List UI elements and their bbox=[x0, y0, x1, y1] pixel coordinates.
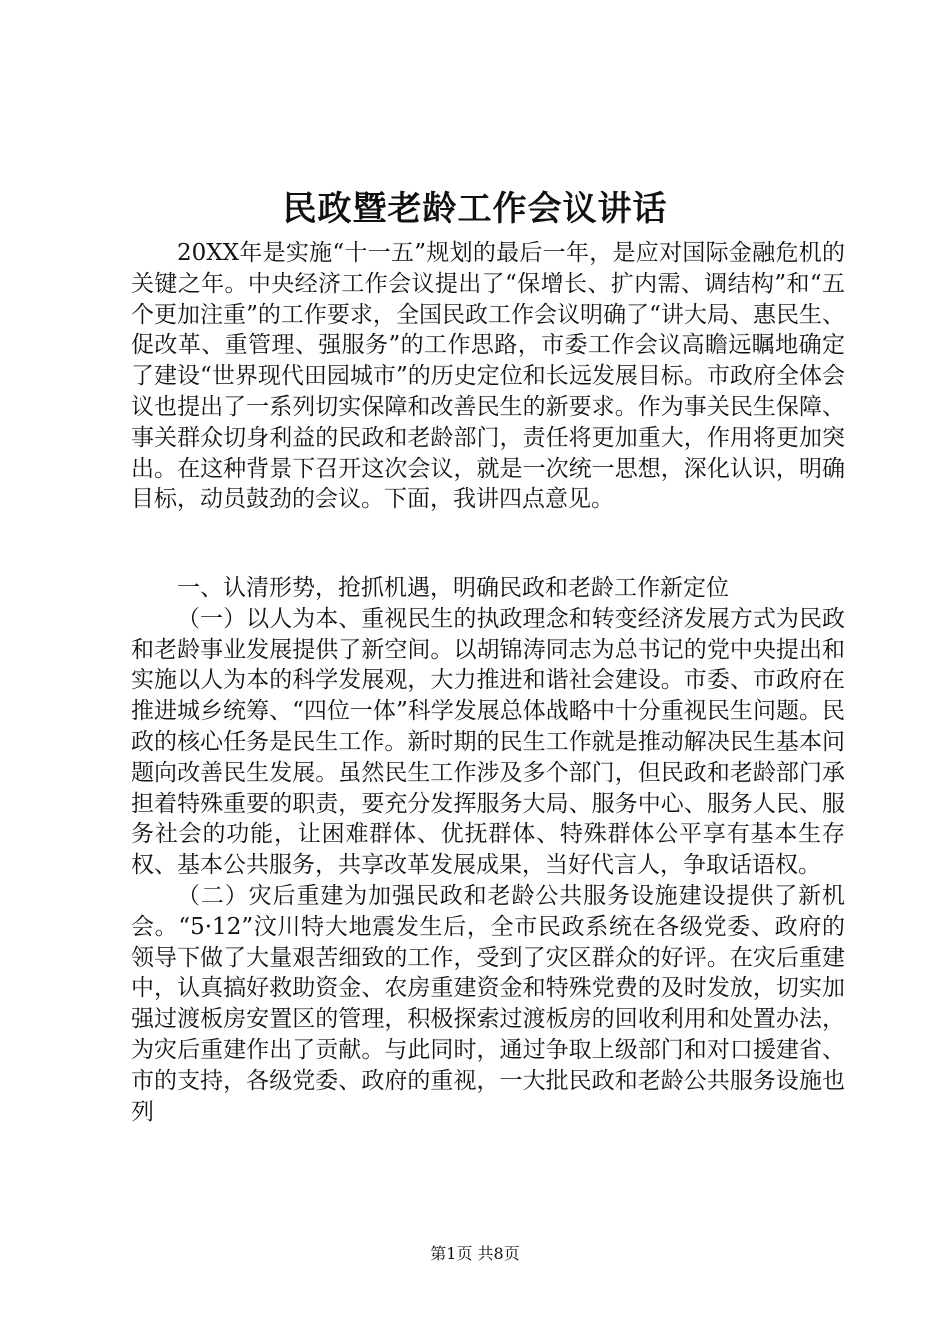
section-paragraph-2: （二）灾后重建为加强民政和老龄公共服务设施建设提供了新机会。“5·12”汶川特大地震发生后，全市民政系统在各级党委、政府的领导下做了大量艰苦细致的工作，受到了灾区群众的好评。在灾后重建中，认真搞好救助资金、农房重建资金和特殊党费的及时发放，切实加强过渡板房安置区的管理，积极探索过渡板房的回收利用和处置办法，为灾后重建作出了贡献。与此同时，通过争取上级部门和对口援建省、市的支持，各级党委、政府的重视，一大批民政和老龄公共服务设施也列 bbox=[131, 882, 845, 1125]
intro-paragraph: 20XX年是实施“十一五”规划的最后一年，是应对国际金融危机的关键之年。中央经济工作会议提出了“保增长、扩内需、调结构”和“五个更加注重”的工作要求，全国民政工作会议明确了“讲大局、惠民生、促改革、重管理、强服务”的工作思路，市委工作会议高瞻远瞩地确定了建设“世界现代田园城市”的历史定位和长远发展目标。市政府全体会议也提出了一系列切实保障和改善民生的新要求。作为事关民生保障、事关群众切身利益的民政和老龄部门，责任将更加重大，作用将更加突出。在这种背景下召开这次会议，就是一次统一思想，深化认识，明确目标，动员鼓劲的会议。下面，我讲四点意见。 bbox=[131, 240, 845, 513]
intro-block bbox=[131, 238, 845, 515]
section-1 bbox=[131, 573, 845, 1127]
section-heading: 一、认清形势，抢抓机遇，明确民政和老龄工作新定位 bbox=[177, 575, 729, 601]
document-title: 民政暨老龄工作会议讲话 bbox=[282, 189, 668, 229]
page-footer: 第1页 共8页 bbox=[430, 1244, 520, 1263]
section-paragraph-1: （一）以人为本、重视民生的执政理念和转变经济发展方式为民政和老龄事业发展提供了新空间。以胡锦涛同志为总书记的党中央提出和实施以人为本的科学发展观，大力推进和谐社会建设。市委、市政府在推进城乡统筹、“四位一体”科学发展总体战略中十分重视民生问题。民政的核心任务是民生工作。新时期的民生工作就是推动解决民生基本问题向改善民生发展。虽然民生工作涉及多个部门，但民政和老龄部门承担着特殊重要的职责，要充分发挥服务大局、服务中心、服务人民、服务社会的功能，让困难群体、优抚群体、特殊群体公平享有基本生存权、基本公共服务，共享改革发展成果，当好代言人，争取话语权。 bbox=[131, 605, 845, 879]
